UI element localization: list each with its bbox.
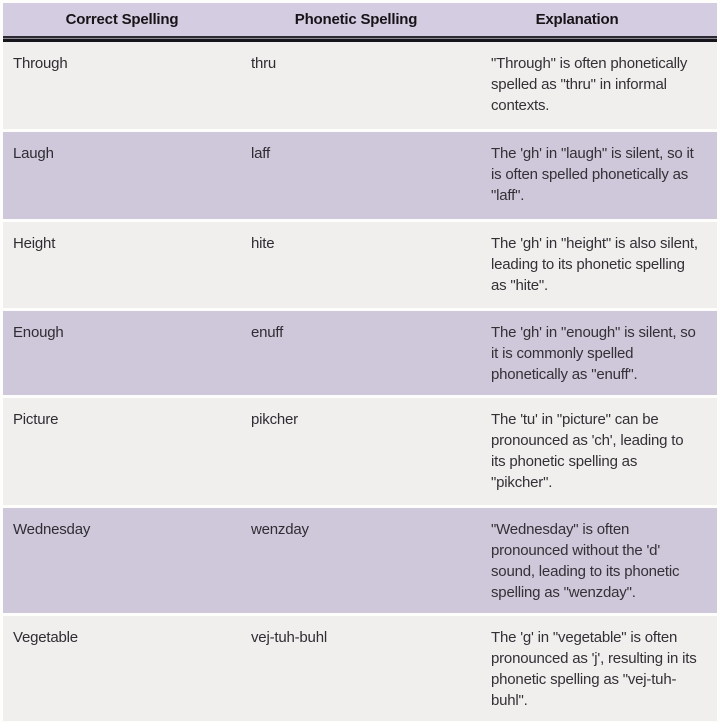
table-row	[3, 616, 717, 721]
spelling-table	[3, 3, 717, 721]
cell-explanation: The 'g' in "vegetable" is often pronounced as 'j', resulting in its phonetic spelling as "vej-tuh-buhl".	[491, 629, 697, 709]
header-explanation: Explanation	[535, 11, 619, 28]
table-row	[3, 398, 717, 505]
cell-explanation: The 'gh' in "enough" is silent, so it is commonly spelled phonetically as "enuff".	[491, 324, 696, 383]
cell-phonetic-spelling: enuff	[251, 324, 284, 341]
cell-explanation: The 'gh' in "height" is also silent, leading to its phonetic spelling as "hite".	[491, 235, 698, 294]
table-row	[3, 132, 717, 219]
header-correct-spelling: Correct Spelling	[65, 11, 179, 28]
cell-explanation: The 'tu' in "picture" can be pronounced as 'ch', leading to its phonetic spelling as "pikcher".	[491, 411, 684, 491]
table-header-row	[3, 3, 717, 36]
cell-correct-spelling: Laugh	[13, 145, 54, 162]
cell-explanation: "Wednesday" is often pronounced without the 'd' sound, leading to its phonetic spelling as "wenzday".	[491, 521, 680, 601]
table-row	[3, 42, 717, 129]
cell-correct-spelling: Enough	[13, 324, 64, 341]
cell-correct-spelling: Height	[13, 235, 56, 252]
cell-phonetic-spelling: thru	[251, 55, 277, 72]
cell-phonetic-spelling: hite	[251, 235, 275, 252]
cell-phonetic-spelling: wenzday	[251, 521, 309, 538]
cell-correct-spelling: Picture	[13, 411, 59, 428]
table-row	[3, 311, 717, 395]
header-phonetic-spelling: Phonetic Spelling	[294, 11, 418, 28]
cell-phonetic-spelling: laff	[251, 145, 270, 162]
cell-phonetic-spelling: vej-tuh-buhl	[251, 629, 327, 646]
table-row	[3, 222, 717, 308]
cell-correct-spelling: Wednesday	[13, 521, 91, 538]
cell-explanation: The 'gh' in "laugh" is silent, so it is often spelled phonetically as "laff".	[491, 145, 694, 204]
table-row	[3, 508, 717, 613]
cell-phonetic-spelling: pikcher	[251, 411, 298, 428]
cell-explanation: "Through" is often phonetically spelled as "thru" in informal contexts.	[491, 55, 688, 114]
cell-correct-spelling: Through	[13, 55, 68, 72]
cell-correct-spelling: Vegetable	[13, 629, 78, 646]
